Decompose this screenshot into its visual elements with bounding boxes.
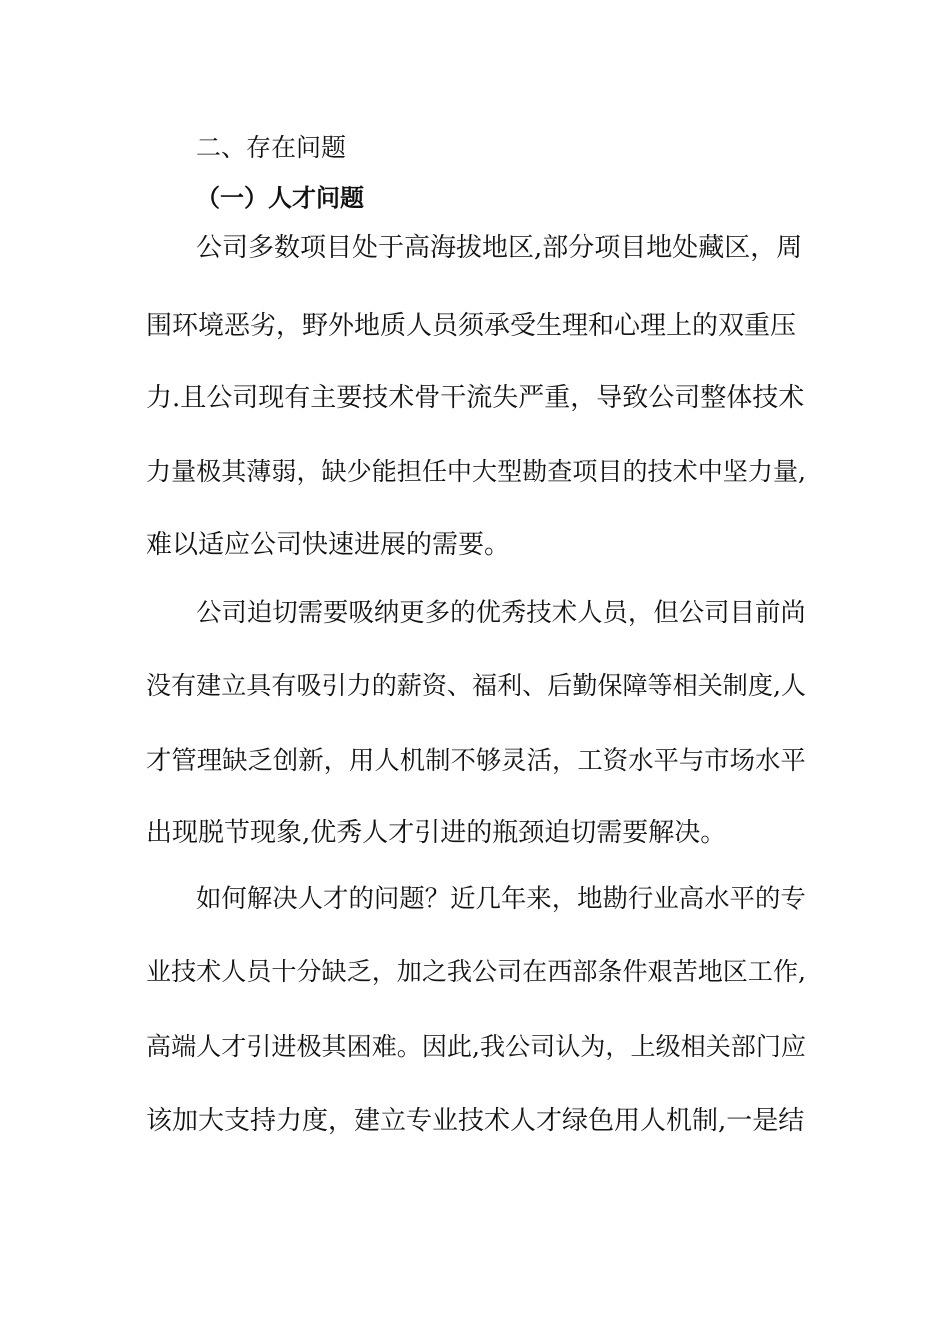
paragraph-line: 力量极其薄弱，缺少能担任中大型勘查项目的技术中坚力量, (146, 457, 807, 486)
paragraph-line: 难以适应公司快速进展的需要。 (146, 530, 511, 560)
paragraph-line: 没有建立具有吸引力的薪资、福利、后勤保障等相关制度,人 (146, 671, 807, 700)
paragraph-line: 出现脱节现象,优秀人才引进的瓶颈迫切需要解决。 (146, 818, 727, 848)
paragraph-line: 业技术人员十分缺乏，加之我公司在西部条件艰苦地区工作, (146, 957, 807, 986)
paragraph-line: 如何解决人才的问题？近几年来，地勘行业高水平的专 (196, 883, 806, 913)
paragraph-line: 公司多数项目处于高海拔地区,部分项目地处藏区，周 (196, 233, 803, 263)
paragraph-line: 公司迫切需要吸纳更多的优秀技术人员，但公司目前尚 (196, 597, 806, 627)
paragraph-line: 该加大支持力度，建立专业技术人才绿色用人机制,一是结 (146, 1106, 805, 1136)
paragraph-line: 才管理缺乏创新，用人机制不够灵活，工资水平与市场水平 (146, 745, 806, 775)
paragraph-line: 围环境恶劣，野外地质人员须承受生理和心理上的双重压 (146, 311, 797, 341)
subsection-heading: （一）人才问题 (196, 184, 364, 212)
paragraph-line: 高端人才引进极其困难。因此,我公司认为，上级相关部门应 (146, 1032, 807, 1061)
section-heading: 二、存在问题 (196, 133, 347, 162)
paragraph-line: 力.且公司现有主要技术骨干流失严重，导致公司整体技术 (146, 383, 805, 413)
